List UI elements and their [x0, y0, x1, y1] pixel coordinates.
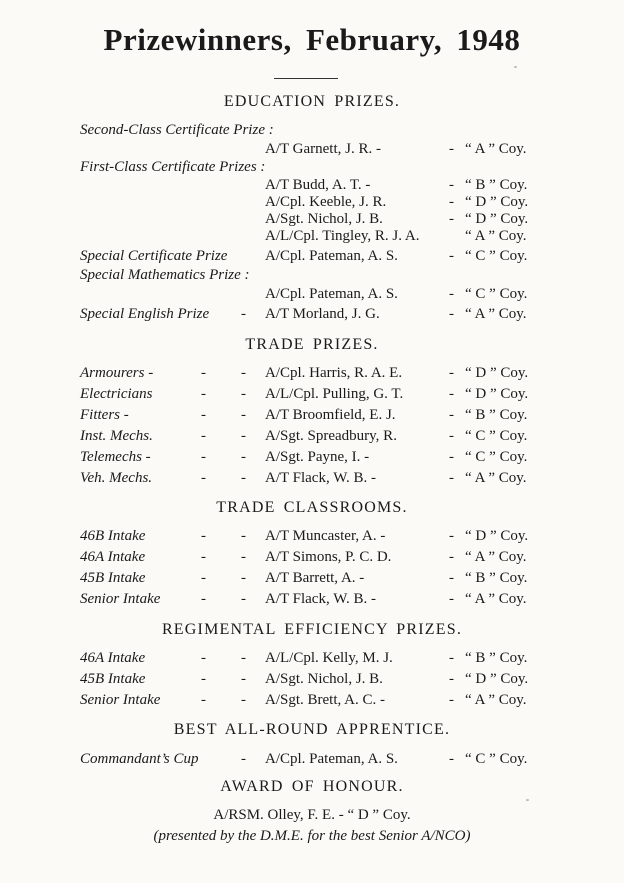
heading-education-prizes: EDUCATION PRIZES.	[223, 93, 401, 110]
company-label: “ C ” Coy.	[465, 248, 528, 264]
title-divider	[274, 78, 338, 79]
winner-name: A/Cpl. Pateman, A. S.	[265, 751, 398, 767]
winner-name: A/T Flack, W. B. -	[265, 470, 376, 486]
winner-name: A/L/Cpl. Kelly, M. J.	[265, 650, 393, 666]
company-label: “ D ” Coy.	[465, 671, 529, 687]
company-label: “ A ” Coy.	[465, 549, 527, 565]
award-of-honour-winner: A/RSM. Olley, F. E. - “ D ” Coy.	[213, 807, 411, 823]
winner-name: A/L/Cpl. Tingley, R. J. A.	[265, 228, 420, 244]
separator-dash: -	[449, 528, 454, 544]
paper-speck	[526, 799, 529, 801]
separator-dash: -	[449, 692, 454, 708]
separator-dash: -	[449, 141, 454, 157]
separator-dash: -	[449, 428, 454, 444]
separator-dash: -	[241, 306, 246, 322]
list-item	[0, 447, 624, 467]
list-item	[0, 690, 624, 710]
company-label: “ C ” Coy.	[465, 751, 528, 767]
list-item	[0, 749, 624, 769]
list-item	[0, 589, 624, 609]
category-label: Special Mathematics Prize :	[80, 267, 250, 283]
category-label: Special English Prize	[80, 306, 210, 322]
separator-dash: -	[449, 248, 454, 264]
category-label: 45B Intake	[80, 671, 146, 687]
category-label: Second-Class Certificate Prize :	[80, 122, 274, 138]
company-label: “ A ” Coy.	[465, 306, 527, 322]
company-label: “ D ” Coy.	[465, 211, 529, 227]
company-label: “ A ” Coy.	[465, 591, 527, 607]
company-label: “ D ” Coy.	[465, 528, 529, 544]
separator-dash: -	[241, 449, 246, 465]
winner-name: A/T Muncaster, A. -	[265, 528, 386, 544]
separator-dash: -	[449, 751, 454, 767]
separator-dash: -	[449, 650, 454, 666]
separator-dash: -	[241, 428, 246, 444]
list-item	[0, 157, 624, 177]
company-label: “ B ” Coy.	[465, 407, 528, 423]
list-item	[0, 226, 624, 246]
separator-dash: -	[201, 386, 206, 402]
category-label: Commandant’s Cup	[80, 751, 199, 767]
category-label: 46B Intake	[80, 528, 146, 544]
category-label: Senior Intake	[80, 692, 161, 708]
separator-dash: -	[449, 177, 454, 193]
list-item	[0, 363, 624, 383]
winner-name: A/Sgt. Payne, I. -	[265, 449, 370, 465]
separator-dash: -	[449, 306, 454, 322]
winner-name: A/T Budd, A. T. -	[265, 177, 371, 193]
separator-dash: -	[449, 194, 454, 210]
category-label: Special Certificate Prize	[80, 248, 228, 264]
separator-dash: -	[241, 591, 246, 607]
list-item	[0, 139, 624, 159]
list-item	[0, 120, 624, 140]
winner-name: A/Cpl. Pateman, A. S.	[265, 286, 398, 302]
company-label: “ D ” Coy.	[465, 194, 529, 210]
separator-dash: -	[449, 449, 454, 465]
winner-name: A/T Morland, J. G.	[265, 306, 380, 322]
heading-trade-classrooms: TRADE CLASSROOMS.	[216, 499, 408, 516]
company-label: “ A ” Coy.	[465, 228, 527, 244]
separator-dash: -	[449, 591, 454, 607]
heading-regimental-efficiency: REGIMENTAL EFFICIENCY PRIZES.	[161, 621, 463, 638]
separator-dash: -	[201, 428, 206, 444]
separator-dash: -	[201, 692, 206, 708]
category-label: 45B Intake	[80, 570, 146, 586]
separator-dash: -	[449, 549, 454, 565]
winner-name: A/T Broomfield, E. J.	[265, 407, 396, 423]
separator-dash: -	[241, 751, 246, 767]
separator-dash: -	[241, 549, 246, 565]
separator-dash: -	[449, 570, 454, 586]
separator-dash: -	[201, 549, 206, 565]
separator-dash: -	[449, 211, 454, 227]
separator-dash: -	[449, 286, 454, 302]
company-label: “ A ” Coy.	[465, 141, 527, 157]
category-label: Electricians	[80, 386, 153, 402]
category-label: 46A Intake	[80, 549, 146, 565]
separator-dash: -	[449, 407, 454, 423]
page-title: Prizewinners, February, 1948	[103, 22, 521, 57]
category-label: Armourers -	[80, 365, 154, 381]
paper-speck	[514, 66, 517, 68]
separator-dash: -	[241, 407, 246, 423]
list-item	[0, 547, 624, 567]
heading-best-apprentice: BEST ALL-ROUND APPRENTICE.	[173, 721, 451, 738]
list-item	[0, 468, 624, 488]
separator-dash: -	[201, 570, 206, 586]
category-label: First-Class Certificate Prizes :	[80, 159, 266, 175]
list-item	[0, 426, 624, 446]
company-label: “ C ” Coy.	[465, 449, 528, 465]
list-item	[0, 265, 624, 285]
winner-name: A/T Barrett, A. -	[265, 570, 365, 586]
company-label: “ B ” Coy.	[465, 650, 528, 666]
company-label: “ B ” Coy.	[465, 570, 528, 586]
separator-dash: -	[449, 386, 454, 402]
separator-dash: -	[201, 591, 206, 607]
separator-dash: -	[241, 470, 246, 486]
separator-dash: -	[241, 650, 246, 666]
heading-trade-prizes: TRADE PRIZES.	[245, 336, 379, 353]
list-item	[0, 304, 624, 324]
separator-dash: -	[241, 570, 246, 586]
winner-name: A/T Garnett, J. R. -	[265, 141, 381, 157]
separator-dash: -	[201, 528, 206, 544]
separator-dash: -	[241, 671, 246, 687]
separator-dash: -	[449, 365, 454, 381]
list-item	[0, 568, 624, 588]
category-label: Inst. Mechs.	[80, 428, 153, 444]
winner-name: A/Sgt. Nichol, J. B.	[265, 671, 383, 687]
separator-dash: -	[201, 449, 206, 465]
company-label: “ B ” Coy.	[465, 177, 528, 193]
category-label: Fitters -	[80, 407, 129, 423]
award-of-honour-note: (presented by the D.M.E. for the best Senior A/NCO)	[153, 828, 471, 844]
separator-dash: -	[241, 528, 246, 544]
company-label: “ C ” Coy.	[465, 286, 528, 302]
winner-name: A/Cpl. Keeble, J. R.	[265, 194, 387, 210]
separator-dash: -	[201, 650, 206, 666]
list-item	[0, 246, 624, 266]
separator-dash: -	[201, 470, 206, 486]
winner-name: A/T Simons, P. C. D.	[265, 549, 392, 565]
separator-dash: -	[241, 365, 246, 381]
winner-name: A/Sgt. Spreadbury, R.	[265, 428, 397, 444]
category-label: Senior Intake	[80, 591, 161, 607]
separator-dash: -	[201, 671, 206, 687]
list-item	[0, 526, 624, 546]
heading-award-of-honour: AWARD OF HONOUR.	[220, 778, 404, 795]
company-label: “ A ” Coy.	[465, 470, 527, 486]
company-label: “ D ” Coy.	[465, 386, 529, 402]
list-item	[0, 669, 624, 689]
company-label: “ A ” Coy.	[465, 692, 527, 708]
category-label: 46A Intake	[80, 650, 146, 666]
winner-name: A/Sgt. Brett, A. C. -	[265, 692, 386, 708]
category-label: Telemechs -	[80, 449, 151, 465]
winner-name: A/T Flack, W. B. -	[265, 591, 376, 607]
company-label: “ D ” Coy.	[465, 365, 529, 381]
list-item	[0, 284, 624, 304]
separator-dash: -	[201, 365, 206, 381]
winner-name: A/Cpl. Pateman, A. S.	[265, 248, 398, 264]
winner-name: A/L/Cpl. Pulling, G. T.	[265, 386, 404, 402]
separator-dash: -	[449, 470, 454, 486]
list-item	[0, 405, 624, 425]
separator-dash: -	[241, 692, 246, 708]
list-item	[0, 648, 624, 668]
separator-dash: -	[201, 407, 206, 423]
winner-name: A/Cpl. Harris, R. A. E.	[265, 365, 403, 381]
separator-dash: -	[241, 386, 246, 402]
category-label: Veh. Mechs.	[80, 470, 153, 486]
list-item	[0, 384, 624, 404]
company-label: “ C ” Coy.	[465, 428, 528, 444]
separator-dash: -	[449, 671, 454, 687]
winner-name: A/Sgt. Nichol, J. B.	[265, 211, 383, 227]
